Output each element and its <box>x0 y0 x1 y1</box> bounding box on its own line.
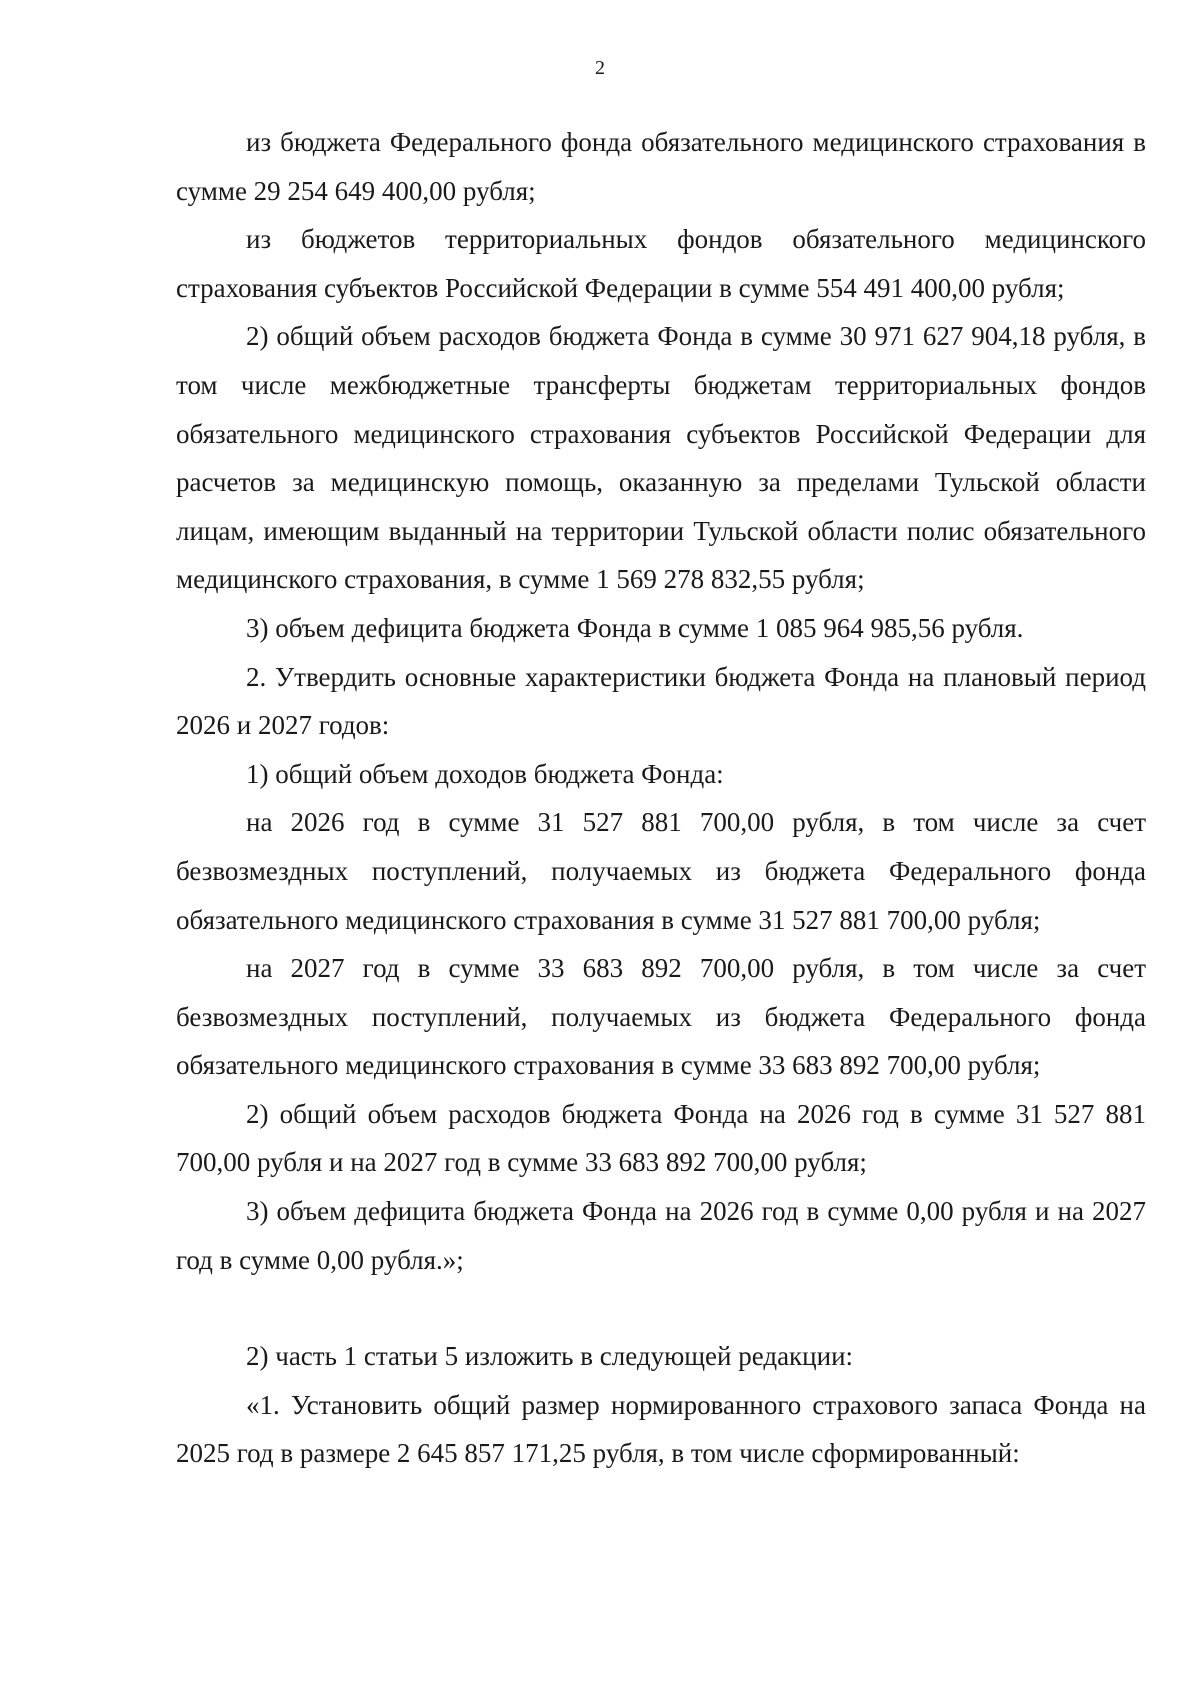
paragraph-income-2027: на 2027 год в сумме 33 683 892 700,00 рубля, в том числе за счет безвозмездных поступлений, получаемых из бюджета Федерального фонда обязательного медицинского страхования в сумме 33 683 892 700,00 рубля; <box>176 953 1146 1081</box>
paragraph-deficit-2026-2027: 3) объем дефицита бюджета Фонда на 2026 год в сумме 0,00 рубля и на 2027 год в сумме 0,00 рубля.»; <box>176 1196 1146 1275</box>
page-number: 2 <box>595 57 605 79</box>
paragraph-total-expenses-2025: 2) общий объем расходов бюджета Фонда в сумме 30 971 627 904,18 рубля, в том числе межбюджетные трансферты бюджетам территориальных фондов обязательного медицинского страхования субъектов Российской Федерации для расчетов за медицинскую помощь, оказанную за пределами Тульской области лицам, имеющим выданный на территории Тульской области полис обязательного медицинского страхования, в сумме 1 569 278 832,55 рубля; <box>176 321 1146 595</box>
paragraph-article-5-amendment: 2) часть 1 статьи 5 изложить в следующей редакции: <box>246 1341 854 1372</box>
paragraph-insurance-reserve: «1. Установить общий размер нормированного страхового запаса Фонда на 2025 год в размере 2 645 857 171,25 рубля, в том числе сформированный: <box>176 1389 1146 1469</box>
paragraph-deficit-2025: 3) объем дефицита бюджета Фонда в сумме 1 085 964 985,56 рубля. <box>246 612 1024 643</box>
paragraph-federal-fund-income: из бюджета Федерального фонда обязательного медицинского страхования в сумме 29 254 649 400,00 рубля; <box>176 127 1146 206</box>
paragraph-spacer <box>176 1284 1146 1332</box>
paragraph-income-2026: на 2026 год в сумме 31 527 881 700,00 рубля, в том числе за счет безвозмездных поступлений, получаемых из бюджета Федерального фонда обязательного медицинского страхования в сумме 31 527 881 700,00 рубля; <box>176 807 1146 935</box>
document-body <box>176 118 1146 1478</box>
paragraph-territorial-funds-income: из бюджетов территориальных фондов обязательного медицинского страхования субъектов Российской Федерации в сумме 554 491 400,00 рубля; <box>176 224 1146 303</box>
paragraph-planning-period: 2. Утвердить основные характеристики бюджета Фонда на плановый период 2026 и 2027 годов: <box>176 661 1146 741</box>
paragraph-total-income: 1) общий объем доходов бюджета Фонда: <box>246 758 724 789</box>
paragraph-expenses-2026-2027: 2) общий объем расходов бюджета Фонда на 2026 год в сумме 31 527 881 700,00 рубля и на 2027 год в сумме 33 683 892 700,00 рубля; <box>176 1098 1146 1178</box>
